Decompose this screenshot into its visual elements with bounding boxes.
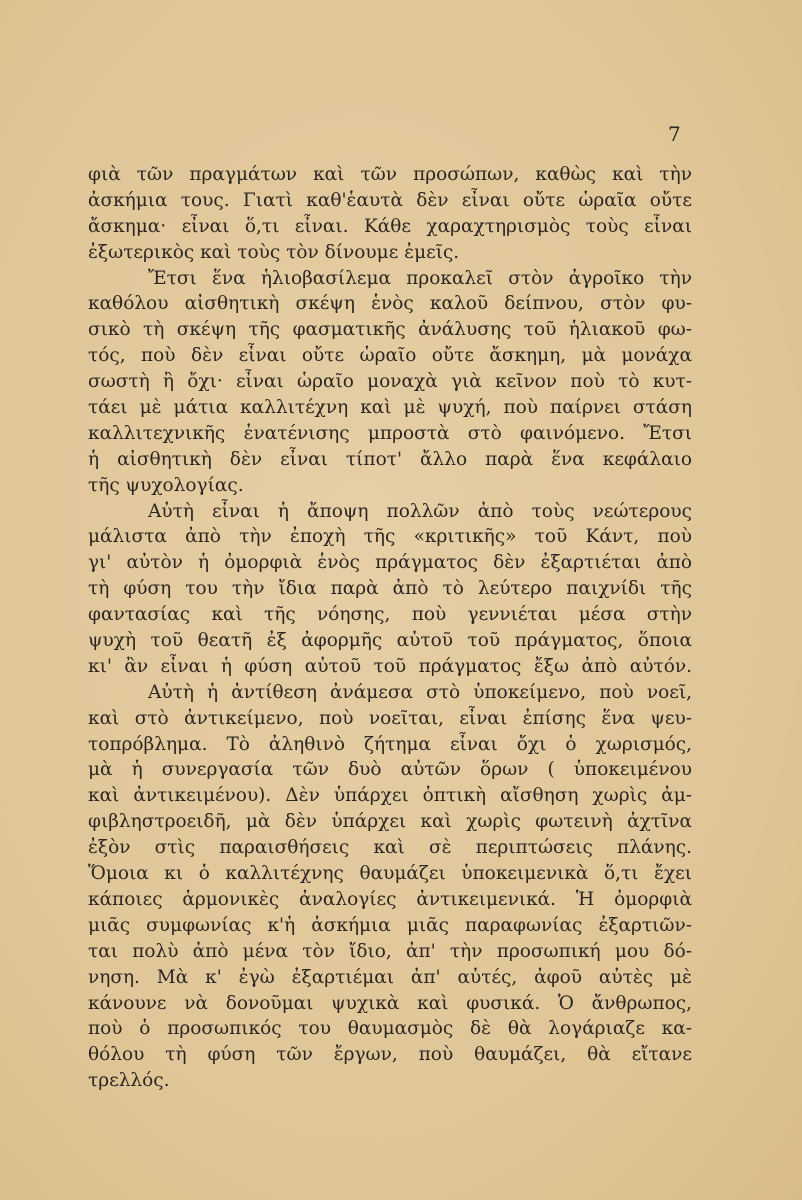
paragraph-start-line: Αὐτὴ εἶναι ἡ ἄποψη πολλῶν ἀπὸ τοὺς νεώτερους [148,500,692,522]
text-line: τάει μὲ μάτια καλλιτέχνη καὶ μὲ ψυχή, ποὺ παίρνει στάση [88,397,692,419]
text-line: μάλιστα ἀπὸ τὴν ἐποχὴ τῆς «κριτικῆς» τοῦ Κάντ, ποὺ [88,526,692,548]
text-line: γι' αὐτὸν ἡ ὀμορφιὰ ἑνὸς πράγματος δὲν ἐξαρτιέται ἀπὸ [88,552,692,574]
paragraph-start-line: Ἔτσι ἕνα ἡλιοβασίλεμα προκαλεῖ στὸν ἀγροῖκο τὴν [148,267,692,289]
text-line: Ὅμοια κι ὁ καλλιτέχνης θαυμάζει ὑποκειμενικὰ ὅ,τι ἔχει [88,863,692,885]
text-line: τὴ φύση του τὴν ἴδια παρὰ ἀπὸ τὸ λεύτερο παιχνίδι τῆς [88,578,692,600]
text-line: θόλου τὴ φύση τῶν ἔργων, ποὺ θαυμάζει, θὰ εἴτανε [88,1044,692,1066]
paragraph-start-line: Αὐτὴ ἡ ἀντίθεση ἀνάμεσα στὸ ὑποκείμενο, ποὺ νοεῖ, [148,681,692,703]
page-number: 7 [668,122,681,146]
text-line: καθόλου αἰσθητικὴ σκέψη ἑνὸς καλοῦ δείπνου, στὸν φυ- [88,293,692,315]
text-line: ἐξὸν στὶς παραισθήσεις καὶ σὲ περιπτώσεις πλάνης. [88,837,692,859]
text-line: κάποιες ἁρμονικὲς ἀναλογίες ἀντικειμενικά. Ἡ ὀμορφιὰ [88,888,692,910]
text-line: καλλιτεχνικῆς ἐνατένισης μπροστὰ στὸ φαινόμενο. Ἔτσι [88,422,692,444]
text-line: μιᾶς συμφωνίας κ'ἡ ἀσκήμια μιᾶς παραφωνίας ἐξαρτιῶν- [88,914,692,936]
text-line: ἀσκήμια τους. Γιατὶ καθ'ἑαυτὰ δὲν εἶναι οὔτε ὡραῖα οὔτε [88,189,692,211]
text-line: μὰ ἡ συνεργασία τῶν δυὸ αὐτῶν ὅρων ( ὑποκειμένου [88,759,692,781]
body-text [88,162,692,1094]
text-line: φιβληστροειδῆ, μὰ δὲν ὑπάρχει καὶ χωρὶς φωτεινὴ ἀχτῖνα [88,811,692,833]
text-line: τῆς ψυχολογίας. [88,474,244,496]
text-line: τός, ποὺ δὲν εἶναι οὔτε ὡραῖο οὔτε ἄσκημη, μὰ μονάχα [88,345,692,367]
text-line: ἡ αἰσθητικὴ δὲν εἶναι τίποτ' ἄλλο παρὰ ἕνα κεφάλαιο [88,448,692,470]
text-line: ψυχὴ τοῦ θεατῆ ἐξ ἀφορμῆς αὐτοῦ τοῦ πράγματος, ὅποια [88,630,692,652]
text-line: νηση. Μὰ κ' ἐγὼ ἐξαρτιέμαι ἀπ' αὐτές, ἀφοῦ αὐτὲς μὲ [88,966,692,988]
text-line: κι' ἂν εἶναι ἡ φύση αὐτοῦ τοῦ πράγματος ἔξω ἀπὸ αὐτόν. [88,655,692,677]
text-line: τοπρόβλημα. Τὸ ἀληθινὸ ζήτημα εἶναι ὄχι ὁ χωρισμός, [88,733,692,755]
text-line: ἐξωτερικὸς καὶ τοὺς τὸν δίνουμε ἐμεῖς. [88,241,460,263]
text-line: ποὺ ὁ προσωπικός του θαυμασμὸς δὲ θὰ λογάριαζε κα- [88,1018,692,1040]
text-line: φαντασίας καὶ τῆς νόησης, ποὺ γεννιέται μέσα στὴν [88,604,692,626]
text-line: ται πολὺ ἀπὸ μένα τὸν ἴδιο, ἀπ' τὴν προσωπική μου δό- [88,940,692,962]
text-line: σικὸ τὴ σκέψη τῆς φασματικῆς ἀνάλυσης τοῦ ἡλιακοῦ φω- [88,319,692,341]
text-line: φιὰ τῶν πραγμάτων καὶ τῶν προσώπων, καθὼς καὶ τὴν [88,164,692,185]
text-line: τρελλός. [88,1070,170,1092]
text-line: κάνουνε νὰ δονοῦμαι ψυχικὰ καὶ φυσικά. Ὁ ἄνθρωπος, [88,992,692,1014]
text-line: σωστὴ ἢ ὄχι· εἶναι ὡραῖο μοναχὰ γιὰ κεῖνον ποὺ τὸ κυτ- [88,371,692,393]
text-line: καὶ ἀντικειμένου). Δὲν ὑπάρχει ὀπτικὴ αἴσθηση χωρὶς ἀμ- [88,785,692,807]
text-line: ἄσκημα· εἶναι ὅ,τι εἶναι. Κάθε χαραχτηρισμὸς τοὺς εἶναι [88,215,692,237]
text-line: καὶ στὸ ἀντικείμενο, ποὺ νοεῖται, εἶναι ἐπίσης ἕνα ψευ- [88,707,692,729]
